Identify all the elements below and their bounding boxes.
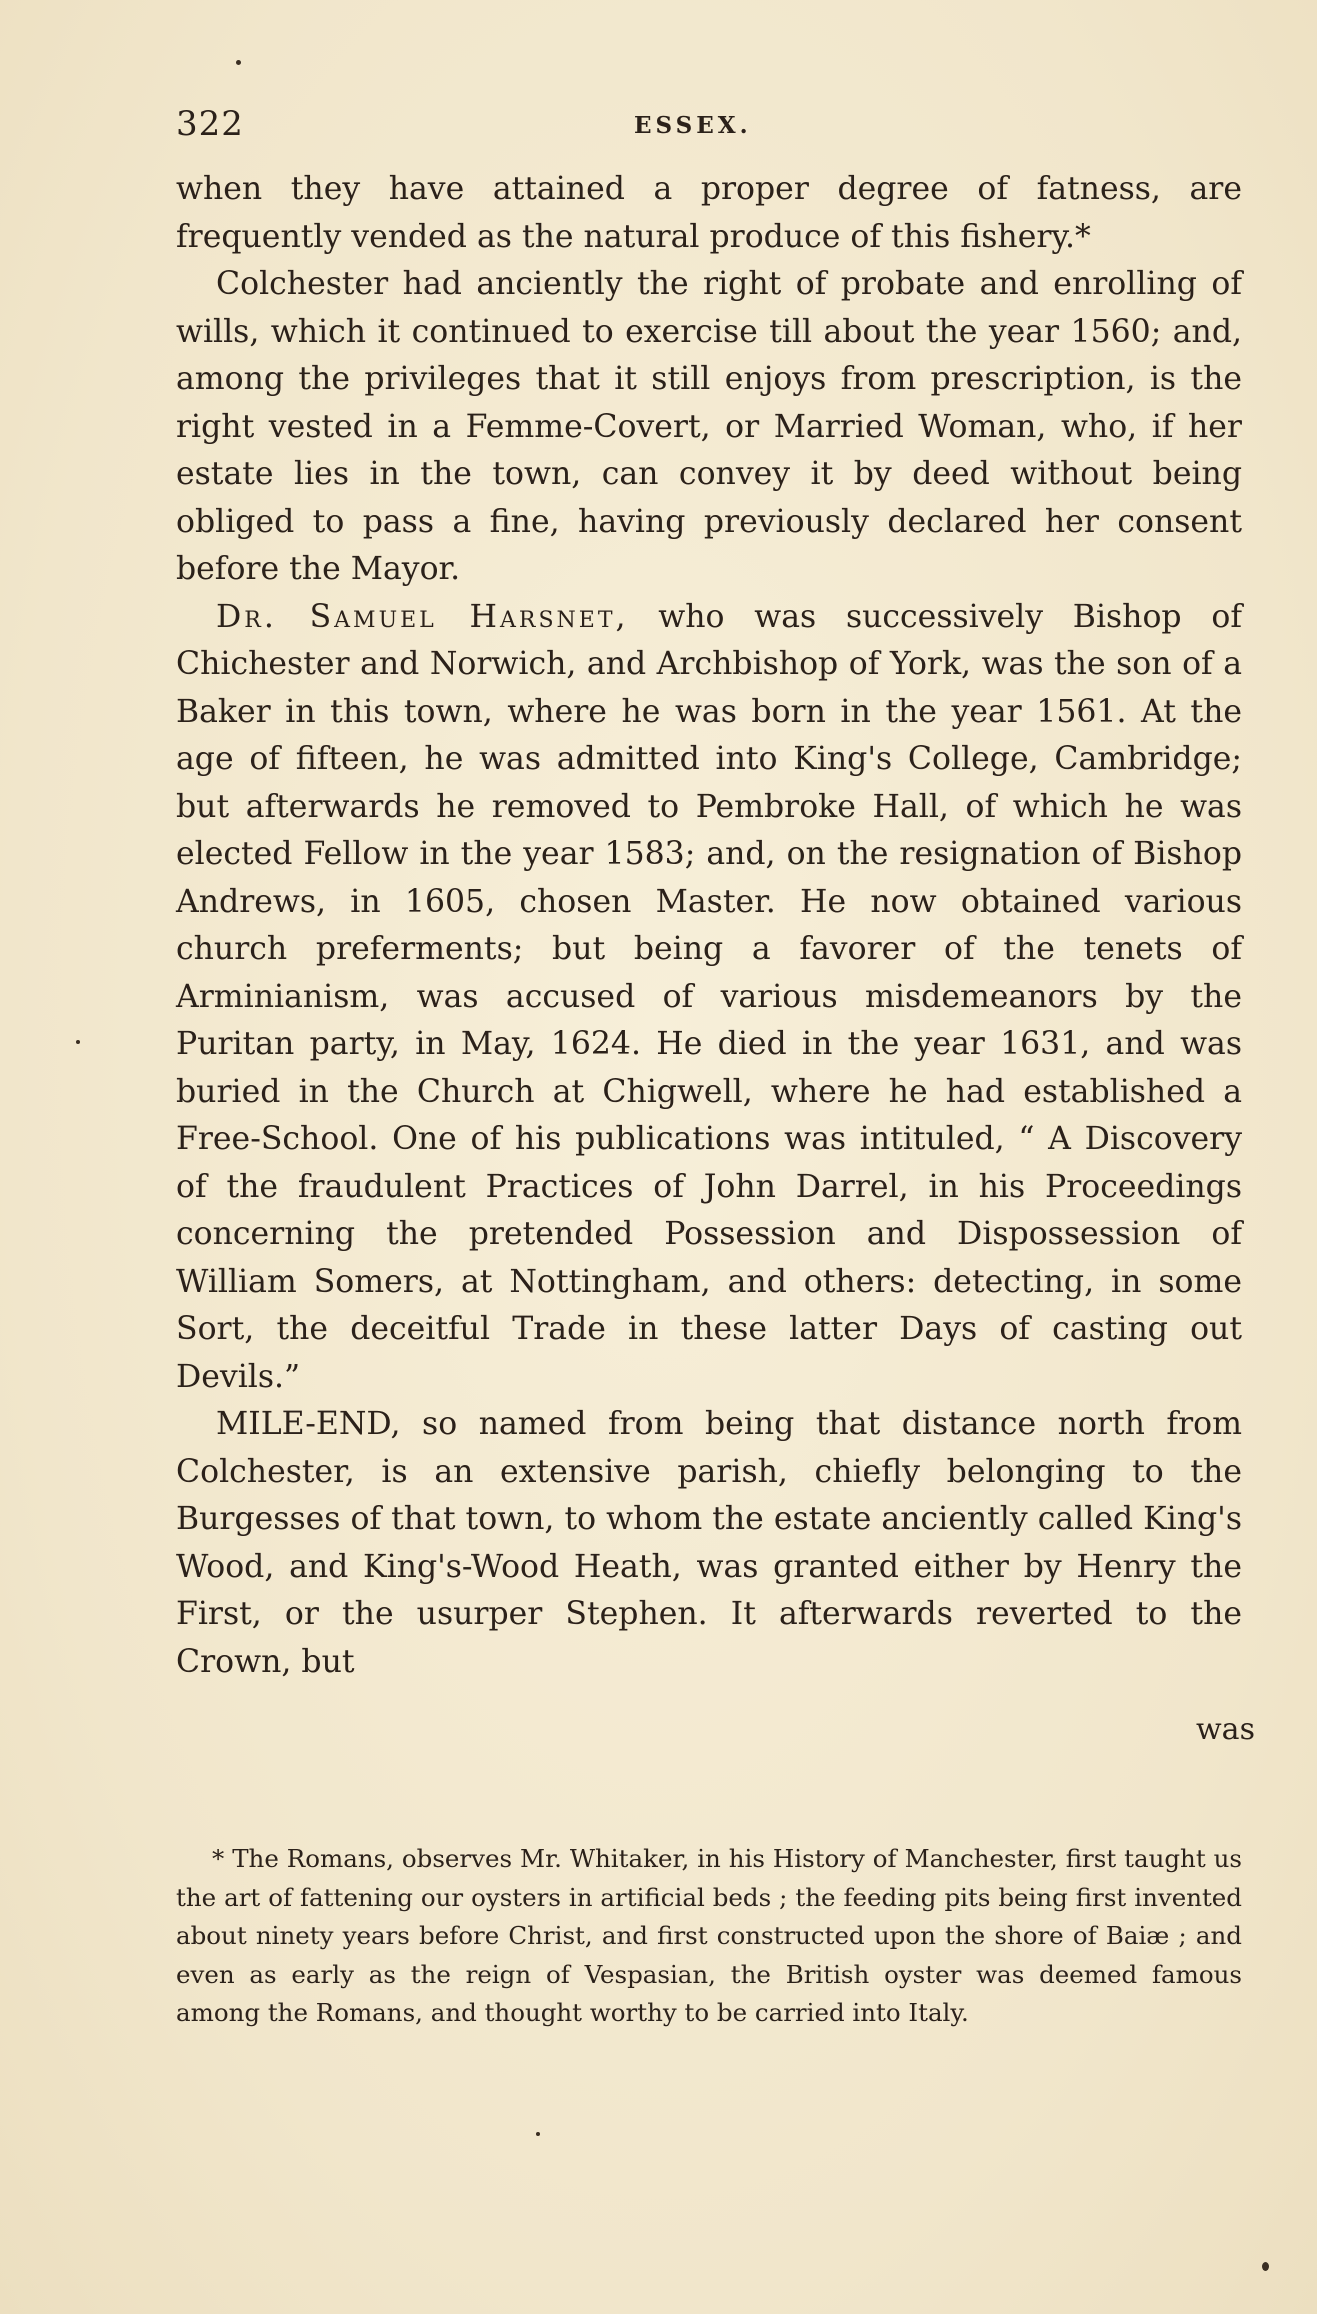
paragraph-mile-end: MILE-END, so named from being that distance north from Colchester, is an extensive parish, chiefly belonging to the Burgesses of that town, to whom the estate anciently called King's Wood, and King's-Wood Heath, was granted either by Henry the First, or the usurper Stephen. It afterwards reverted to the Crown, but: [176, 1406, 1242, 1680]
harsnet-name: Dr. Samuel Harsnet,: [216, 598, 629, 635]
running-title: ESSEX.: [634, 112, 752, 139]
footnote-text: * The Romans, observes Mr. Whitaker, in his History of Manchester, first taught us the art of fattening our oysters in artificial beds ; the feeding pits being first invented about ninety years before Christ, and first constructed upon the shore of Baiæ ; and even as early as the reign of Vespasian, the British oyster was deemed famous among the Romans, and thought worthy to be carried into Italy.: [176, 1844, 1242, 2027]
catchword: was: [1196, 1712, 1255, 1747]
paragraph-oyster-continuation: when they have attained a proper degree of fatness, are frequently vended as the natural produce of this fishery.*: [176, 171, 1242, 255]
paper-speck: [536, 2132, 540, 2136]
paragraph-harsnet: [176, 594, 1242, 1402]
harsnet-text: who was successively Bishop of Chichester and Norwich, and Archbishop of York, was the son of a Baker in this town, where he was born in the year 1561. At the age of fifteen, he was admitted into King's College, Cambridge; but afterwards he removed to Pembroke Hall, of which he was elected Fellow in the year 1583; and, on the resignation of Bishop Andrews, in 1605, chosen Master. He now obtained various church preferments; but being a favorer of the tenets of Arminianism, was accused of various misdemeanors by the Puritan party, in May, 1624. He died in the year 1631, and was buried in the Church at Chigwell, where he had established a Free-School. One of his publications was intituled, “ A Discovery of the fraudulent Practices of John Darrel, in his Proceedings concerning the pretended Possession and Dispossession of William Somers, at Nottingham, and others: detecting, in some Sort, the deceitful Trade in these latter Days of casting out Devils.”: [176, 598, 1242, 1395]
paper-speck: [1262, 2262, 1269, 2271]
paper-speck: [236, 60, 241, 65]
footnote: [176, 1840, 1242, 2033]
page-header: [176, 104, 1242, 154]
paper-speck: [76, 1040, 80, 1044]
page-number: 322: [176, 104, 244, 144]
paragraph-colchester-probate: Colchester had anciently the right of probate and enrolling of wills, which it continued to exercise till about the year 1560; and, among the privileges that it still enjoys from prescription, is the right vested in a Femme-Covert, or Married Woman, who, if her estate lies in the town, can convey it by deed without being obliged to pass a fine, having previously declared her consent before the Mayor.: [176, 266, 1242, 587]
body-text: [176, 166, 1242, 1686]
